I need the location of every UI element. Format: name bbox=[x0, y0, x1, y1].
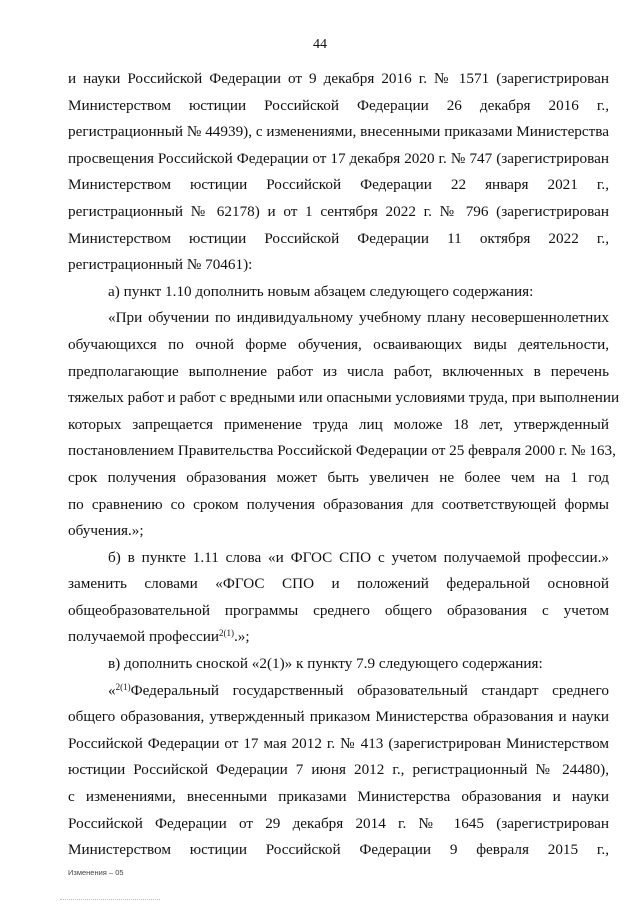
line-text: Министерством юстиции Российской Федерации 22 января 2021 г., bbox=[68, 176, 609, 194]
line-text: тяжелых работ и работ с вредными или опасными условиями труда, при выполнении bbox=[68, 389, 620, 407]
line-text: юстиции Российской Федерации 7 июня 2012 г., регистрационный № 24480), bbox=[68, 761, 609, 779]
line-text: и науки Российской Федерации от 9 декабря 2016 г. № 1571 (зарегистрирован bbox=[68, 70, 609, 87]
line-text: по сравнению со сроком получения образования для соответствующей формы bbox=[68, 495, 609, 513]
text-line bbox=[68, 465, 609, 492]
footer-revision-note: Изменения – 05 bbox=[68, 868, 124, 877]
line-text: заменить словами «ФГОС СПО и положений федеральной основной bbox=[68, 575, 609, 593]
text-line bbox=[68, 359, 609, 386]
document-body bbox=[68, 66, 620, 864]
line-text: «При обучении по индивидуальному учебному плану несовершеннолетних bbox=[108, 309, 609, 327]
line-text: регистрационный № 44939), с изменениями, внесенными приказами Министерства bbox=[68, 123, 609, 141]
text-line bbox=[68, 146, 609, 173]
text-line bbox=[68, 119, 609, 146]
line-text: регистрационный № 70461): bbox=[68, 256, 253, 274]
text-line bbox=[68, 279, 609, 306]
line-text: предполагающие выполнение работ из числа работ, включенных в перечень bbox=[68, 362, 609, 380]
line-text: а) пункт 1.10 дополнить новым абзацем следующего содержания: bbox=[108, 282, 534, 300]
line-text: Министерством юстиции Российской Федерации 26 декабря 2016 г., bbox=[68, 96, 609, 114]
text-line bbox=[68, 226, 609, 253]
text-line bbox=[68, 66, 609, 93]
line-prefix: « bbox=[108, 681, 116, 699]
line-text: Министерством юстиции Российской Федерации 11 октября 2022 г., bbox=[68, 229, 609, 247]
footnote-marker: 2(1) bbox=[218, 628, 234, 639]
text-line bbox=[68, 545, 609, 572]
line-text: с изменениями, внесенными приказами Министерства образования и науки bbox=[68, 788, 609, 806]
text-line bbox=[68, 93, 609, 120]
text-line bbox=[68, 199, 609, 226]
line-text: Российской Федерации от 29 декабря 2014 г. № 1645 (зарегистрирован bbox=[68, 814, 609, 832]
text-line bbox=[68, 678, 609, 705]
line-text: Федеральный государственный образовательный стандарт среднего bbox=[130, 681, 609, 699]
line-text: регистрационный № 62178) и от 1 сентября 2022 г. № 796 (зарегистрирован bbox=[68, 202, 609, 220]
line-text: постановлением Правительства Российской Федерации от 25 февраля 2000 г. № 163, bbox=[68, 442, 616, 460]
text-line bbox=[68, 571, 609, 598]
text-line bbox=[68, 252, 609, 279]
line-text: получаемой профессии bbox=[68, 628, 219, 646]
line-text: обучающихся по очной форме обучения, осваивающих виды деятельности, bbox=[68, 335, 609, 353]
text-line bbox=[68, 305, 609, 332]
line-text: Министерством юстиции Российской Федерации 9 февраля 2015 г., bbox=[68, 841, 609, 859]
text-line bbox=[68, 598, 609, 625]
text-line bbox=[68, 172, 609, 199]
text-line bbox=[68, 412, 609, 439]
text-line bbox=[68, 837, 609, 864]
line-text: просвещения Российской Федерации от 17 декабря 2020 г. № 747 (зарегистрирован bbox=[68, 149, 609, 167]
line-text: общего образования, утвержденный приказом Министерства образования и науки bbox=[68, 708, 609, 726]
line-text: общеобразовательной программы среднего общего образования с учетом bbox=[68, 601, 609, 619]
text-line bbox=[68, 811, 609, 838]
line-text: б) в пункте 1.11 слова «и ФГОС СПО с учетом получаемой профессии.» bbox=[108, 548, 609, 566]
footnote-marker: 2(1) bbox=[115, 681, 131, 692]
text-line bbox=[68, 518, 609, 545]
page-number: 44 bbox=[313, 37, 327, 52]
line-text: срок получения образования может быть увеличен не более чем на 1 год bbox=[68, 468, 609, 486]
line-text: обучения.»; bbox=[68, 522, 144, 540]
line-text: Российской Федерации от 17 мая 2012 г. № 413 (зарегистрирован Министерством bbox=[68, 734, 609, 752]
text-line bbox=[68, 757, 609, 784]
scan-edge-artifact bbox=[60, 899, 160, 901]
text-line bbox=[68, 704, 609, 731]
text-line bbox=[68, 438, 616, 465]
text-line bbox=[68, 731, 609, 758]
line-suffix: .»; bbox=[233, 628, 250, 646]
text-line bbox=[68, 332, 609, 359]
text-line bbox=[68, 624, 609, 651]
text-line bbox=[68, 784, 609, 811]
line-text: которых запрещается применение труда лиц моложе 18 лет, утвержденный bbox=[68, 415, 609, 433]
line-text: в) дополнить сноской «2(1)» к пункту 7.9 следующего содержания: bbox=[108, 655, 543, 673]
text-line bbox=[68, 385, 620, 412]
text-line bbox=[68, 651, 609, 678]
text-line bbox=[68, 492, 609, 519]
